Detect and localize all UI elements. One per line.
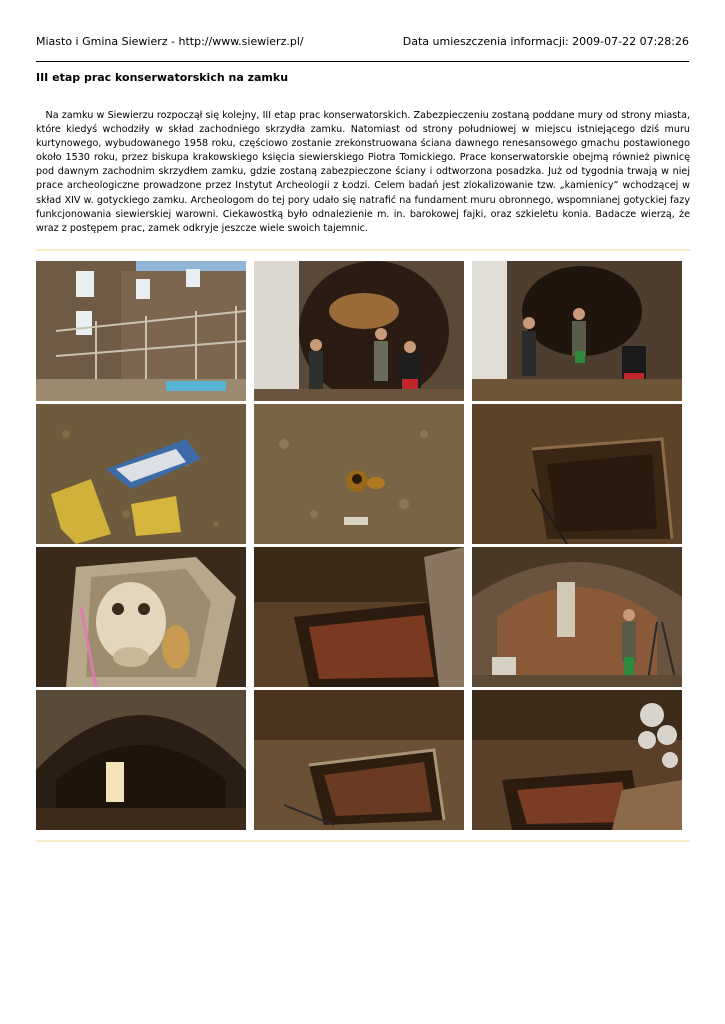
- top-divider: [36, 249, 690, 251]
- bottom-divider: [36, 840, 690, 842]
- page-header: [36, 35, 689, 62]
- photo-gallery: [36, 261, 682, 829]
- publication-date: Data umieszczenia informacji: 2009-07-22 07:28:26: [402, 35, 689, 48]
- photo-horse-skull: [36, 547, 246, 687]
- photo-excavation-pit: [472, 404, 682, 544]
- article-body: [36, 109, 690, 236]
- article-body-text: Na zamku w Siewierzu rozpoczął się kolejny, III etap prac konserwatorskich. Zabezpieczeniu zostaną poddane mury od strony miasta, które kiedyś wchodziły w skład zachodniego skrzydła zamku. Natomiast od strony południowej w miejscu istniejącego dziś muru kurtynowego, wybudowanego 1958 roku, częściowo zostanie zrekonstruowana ściana dawnego renesansowego gmachu postawionego około 1530 roku, przez biskupa krakowskiego księcia siewierskiego Piotra Tomickiego. Prace konserwatorskie obejmą również piwnicę pod dawnym zachodnim skrzydłem zamku, gdzie zostaną zabezpieczone ściany i odtworzona posadzka. Już od tygodnia trwają w niej prace archeologiczne prowadzone przez Instytut Archeologii z Łodzi. Celem badań jest zlokalizowanie tzw. „kamienicy” wchodzącej w skład XIV w. gotyckiego zamku. Archeologom do tej pory udało się natrafić na fundament muru obronnego, wspomnianej gotyckiej fazy funkcjonowania siewierskiej warowni. Ciekawostką było odnalezienie m. in. barokowej fajki, oraz szkieletu konia. Badacze wierzą, że wraz z postępem prac, zamek odkryje jeszcze wiele swoich tajemnic.: [36, 110, 690, 234]
- photo-dark-vault-doorway: [36, 690, 246, 830]
- article-title: III etap prac konserwatorskich na zamku: [36, 71, 289, 84]
- photo-rubble-pit: [472, 690, 682, 830]
- photo-foundation-trench: [254, 547, 464, 687]
- photo-tile-fragments: [36, 404, 246, 544]
- photo-baroque-pipe: [254, 404, 464, 544]
- source-line: Miasto i Gmina Siewierz - http://www.siewierz.pl/: [36, 35, 304, 48]
- photo-cellar-workers-2: [472, 261, 682, 401]
- photo-vaulted-cellar-survey: [472, 547, 682, 687]
- photo-stepped-pit: [254, 690, 464, 830]
- photo-cellar-workers-1: [254, 261, 464, 401]
- photo-castle-scaffolding: [36, 261, 246, 401]
